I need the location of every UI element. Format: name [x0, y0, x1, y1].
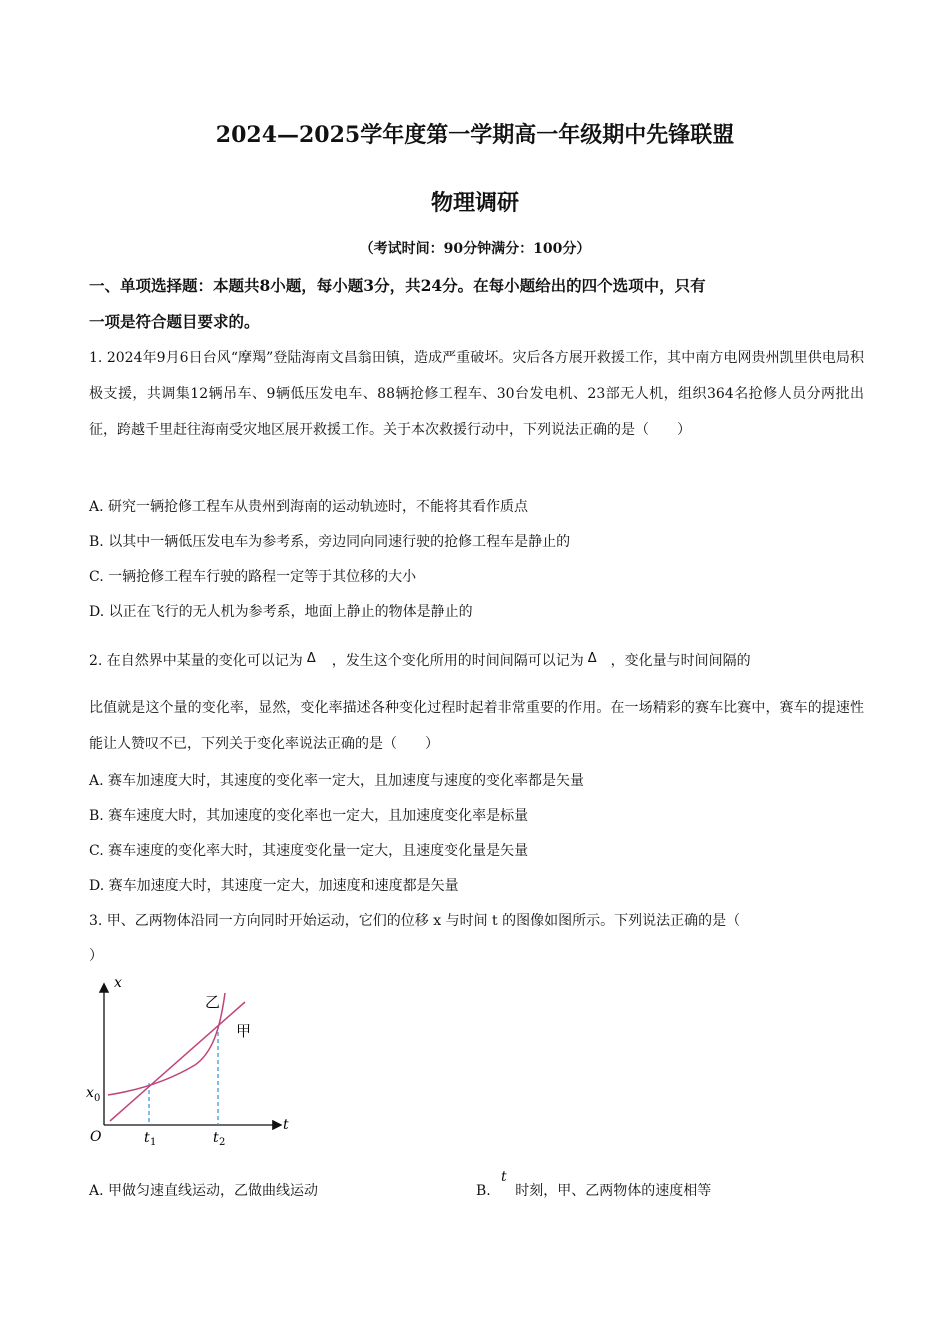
- question-2-stem: 比值就是这个量的变化率，显然，变化率描述各种变化过程时起着非常重要的作用。在一场精彩的赛车比赛中，赛车的提速性能让人赞叹不已，下列关于变化率说法正确的是（ ）: [89, 700, 864, 752]
- q3-option-b: [476, 1169, 712, 1201]
- t2-subscript: 2: [219, 1137, 226, 1148]
- subject-title: 物理调研: [430, 190, 519, 216]
- origin-label: O: [90, 1129, 102, 1145]
- xt-graph: [80, 975, 310, 1155]
- x-axis-label: t: [283, 1117, 289, 1133]
- question-3-line1: 3. 甲、乙两物体沿同一方向同时开始运动，它们的位移 x 与时间 t 的图像如图所示。下列说法正确的是（: [89, 913, 741, 929]
- exam-info: （考试时间：90分钟满分：100分）: [359, 241, 591, 257]
- section-heading-line2: 一项是符合题目要求的。: [89, 312, 260, 331]
- q3-option-b-prefix: B.: [476, 1183, 491, 1199]
- t1-subscript: 1: [150, 1137, 157, 1148]
- q1-option-a: A. 研究一辆抢修工程车从贵州到海南的运动轨迹时，不能将其看作质点: [89, 499, 529, 515]
- q2-option-a: A. 赛车加速度大时，其速度的变化率一定大，且加速度与速度的变化率都是矢量: [89, 773, 585, 789]
- q1-option-b: B. 以其中一辆低压发电车为参考系，旁边同向同速行驶的抢修工程车是静止的: [89, 534, 571, 550]
- q2-text-a: 2. 在自然界中某量的变化可以记为: [89, 653, 303, 669]
- y-axis-label: x: [114, 975, 122, 991]
- t1-label: t: [144, 1130, 150, 1146]
- x0-label: x: [86, 1085, 94, 1101]
- q2-text-b: ，发生这个变化所用的时间间隔可以记为: [331, 653, 584, 669]
- yi-label: 乙: [205, 993, 221, 1011]
- q2-option-b: B. 赛车速度大时，其加速度的变化率也一定大，且加速度变化率是标量: [89, 808, 529, 824]
- x0-subscript: 0: [94, 1093, 101, 1104]
- question-3-line2: ）: [89, 948, 103, 964]
- exam-title: 2024—2025学年度第一学期高一年级期中先锋联盟: [215, 122, 735, 148]
- t2-label: t: [213, 1130, 219, 1146]
- q2-option-c: C. 赛车速度的变化率大时，其速度变化量一定大，且速度变化量是矢量: [89, 843, 529, 859]
- q2-text-c: ，变化量与时间间隔的: [610, 653, 751, 669]
- delta-symbol: Δ: [306, 651, 316, 666]
- t-symbol: t: [501, 1169, 507, 1185]
- section-heading: [89, 268, 869, 340]
- q2-option-d: D. 赛车加速度大时，其速度一定大，加速度和速度都是矢量: [89, 878, 459, 894]
- q1-option-d: D. 以正在飞行的无人机为参考系，地面上静止的物体是静止的: [89, 604, 473, 620]
- jia-label: 甲: [236, 1022, 252, 1040]
- question-2-line1: [89, 650, 751, 670]
- delta-symbol: Δ: [587, 651, 597, 666]
- q1-option-c: C. 一辆抢修工程车行驶的路程一定等于其位移的大小: [89, 569, 417, 585]
- section-heading-line1: 一、单项选择题：本题共8小题，每小题3分，共24分。在每小题给出的四个选项中，只有: [89, 276, 706, 295]
- jia-line: [110, 1002, 245, 1121]
- q3-option-a: A. 甲做匀速直线运动，乙做曲线运动: [89, 1183, 319, 1199]
- q3-option-b-text: 时刻，甲、乙两物体的速度相等: [515, 1183, 712, 1199]
- question-1-stem: 1. 2024年9月6日台风“摩羯”登陆海南文昌翁田镇，造成严重破坏。灾后各方展开救援工作，其中南方电网贵州凯里供电局积极支援，共调集12辆吊车、9辆低压发电车、88辆抢修工程车、30台发电机、23部无人机，组织364名抢修人员分两批出征，跨越千里赶往海南受灾地区展开救援工作。关于本次救援行动中，下列说法正确的是（ ）: [89, 350, 864, 438]
